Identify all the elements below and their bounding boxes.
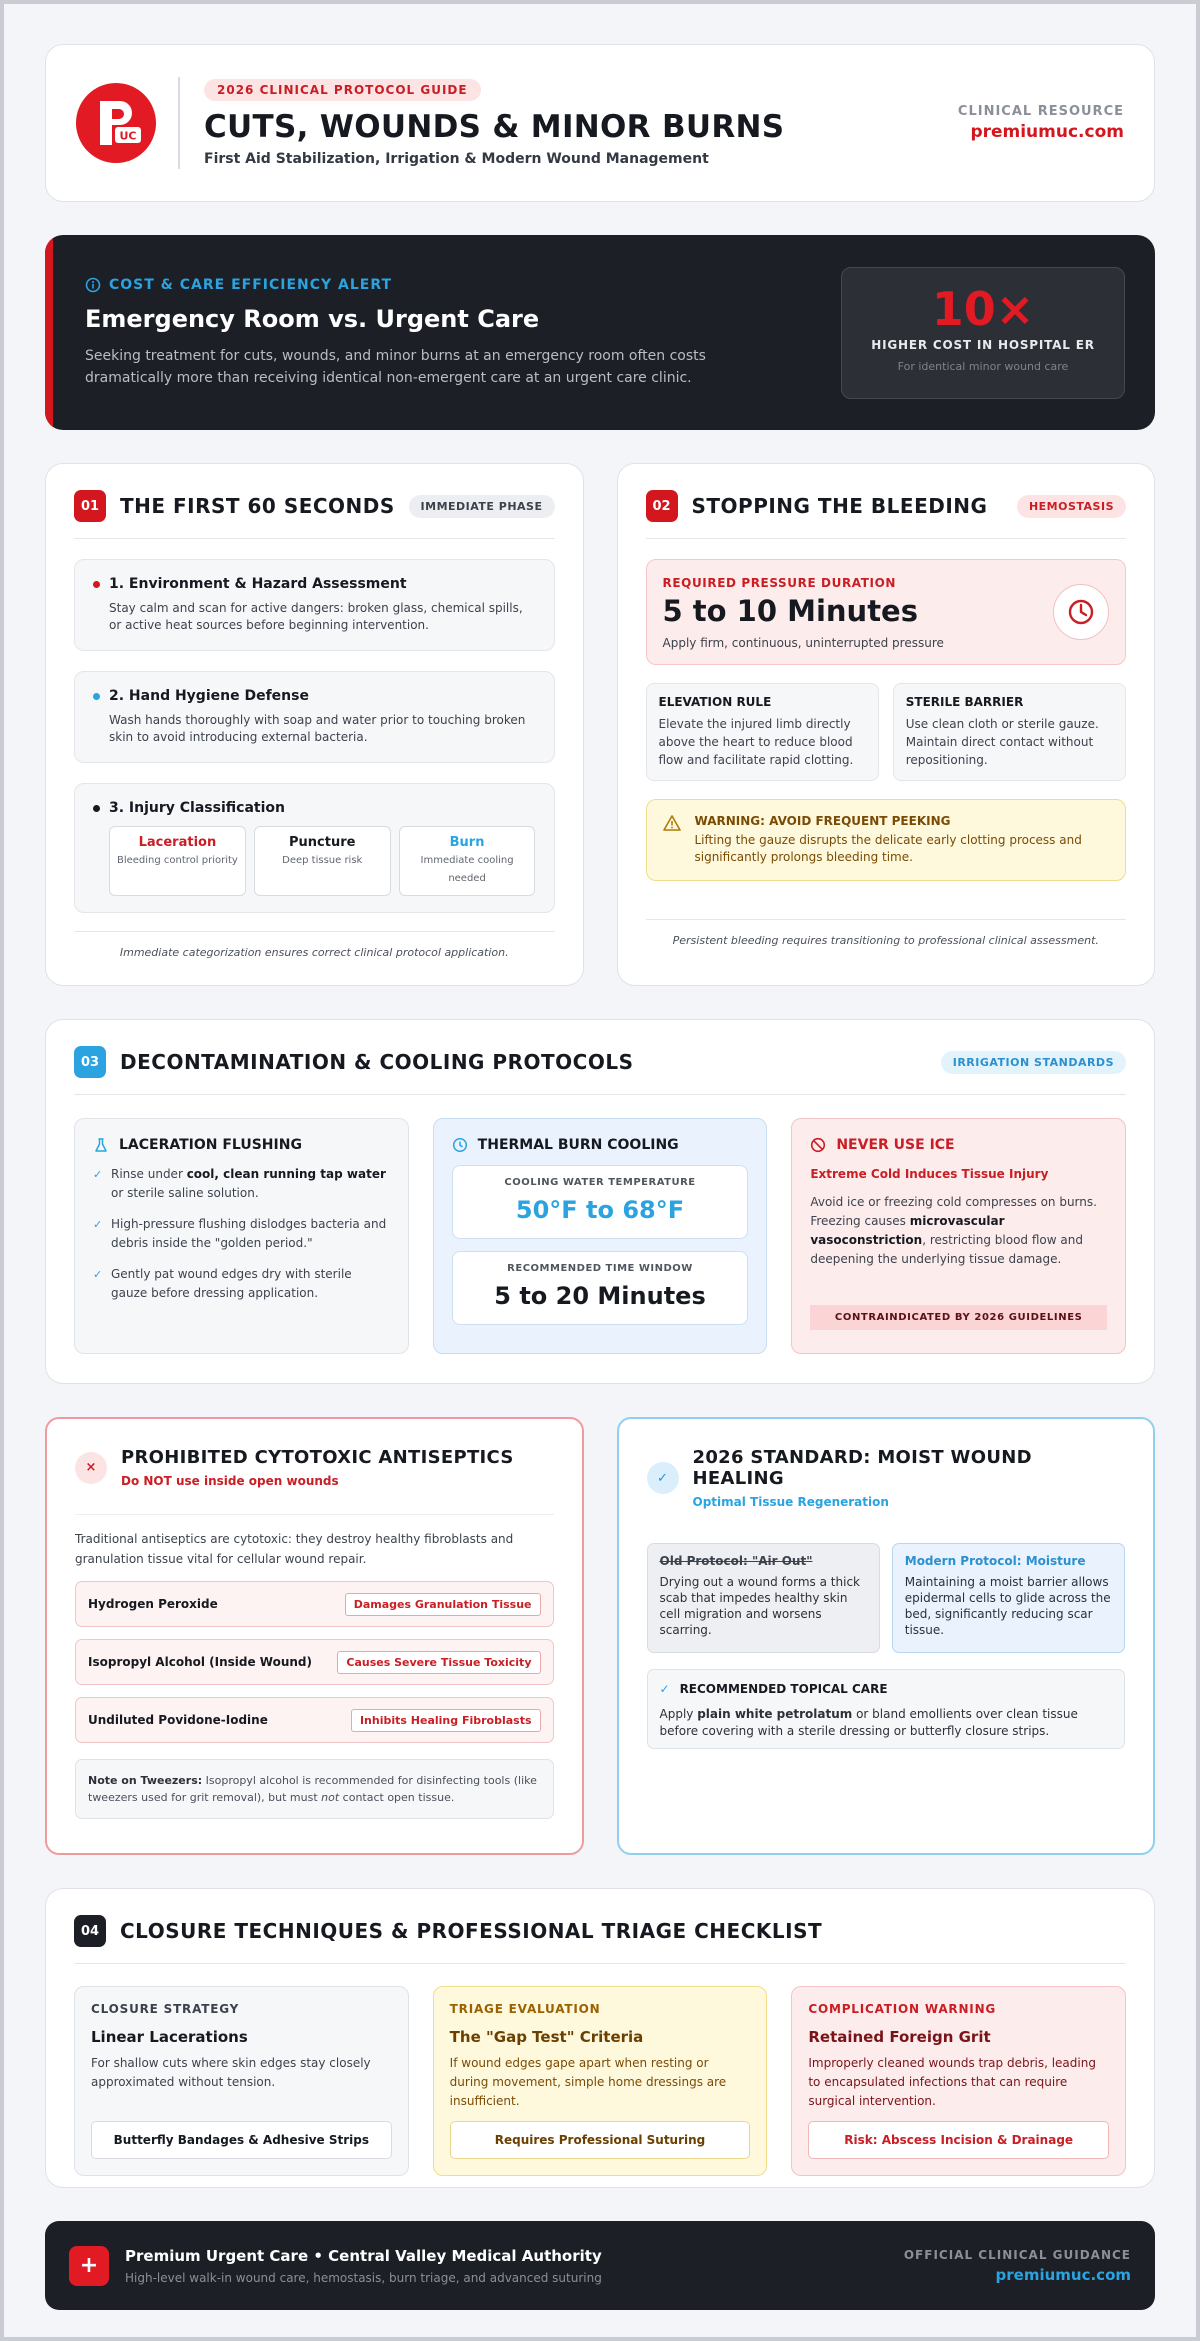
header-divider [178,77,180,169]
footer-label: OFFICIAL CLINICAL GUIDANCE [903,2247,1131,2262]
sterile-barrier-card: STERILE BARRIER Use clean cloth or sterile gauze. Maintain direct contact without repositioning. [893,683,1126,781]
svg-text:UC: UC [119,129,137,143]
section-title: DECONTAMINATION & COOLING PROTOCOLS [120,1050,634,1074]
card-intro: Traditional antiseptics are cytotoxic: they destroy healthy fibroblasts and granulation tissue vital for cellular wound repair. [75,1514,554,1569]
burn-cooling-card: THERMAL BURN COOLING COOLING WATER TEMPERATURE 50°F to 68°F RECOMMENDED TIME WINDOW 5 to 20 Minutes [433,1118,768,1354]
antiseptic-row: Isopropyl Alcohol (Inside Wound) Causes Severe Tissue Toxicity [75,1639,554,1685]
warning-icon [663,814,681,832]
cost-stat-value: 10× [931,281,1035,336]
pressure-value: 5 to 10 Minutes [662,594,918,628]
card-title: 2026 STANDARD: MOIST WOUND HEALING [692,1447,1032,1489]
step-hand-hygiene [74,671,555,763]
cost-alert-banner [45,235,1155,430]
black-dot-icon [93,805,100,812]
never-use-ice-card: NEVER USE ICE Extreme Cold Induces Tissue Injury Avoid ice or freezing cold compresses on burns. Freezing causes microvascular vasoconstriction, restricting blood flow and deepening the underlying tissue damage. CONTRAINDICATED BY 2026 GUIDELINES [791,1118,1126,1354]
flush-item: ✓ Gently pat wound edges dry with sterile gauze before dressing application. [93,1265,390,1303]
topical-care-box: ✓ RECOMMENDED TOPICAL CARE Apply plain white petrolatum or bland emollients over clean tissue before covering with a sterile dressing or butterfly closure strips. [647,1669,1126,1749]
elevation-rule-card: ELEVATION RULE Elevate the injured limb directly above the heart to reduce blood flow and facilitate rapid clotting. [646,683,879,781]
site-link[interactable]: premiumuc.com [970,122,1124,142]
page-title: CUTS, WOUNDS & MINOR BURNS [204,109,785,145]
flush-item: ✓ High-pressure flushing dislodges bacteria and debris inside the "golden period." [93,1215,390,1253]
close-icon: × [75,1452,107,1484]
info-icon [85,277,101,293]
section-stopping-bleeding [617,463,1156,986]
clock-icon [1053,584,1109,640]
step-title: 2. Hand Hygiene Defense [109,688,309,704]
prohibited-antiseptics-card [45,1417,584,1855]
section-number: 01 [74,490,106,522]
pressure-description: Apply firm, continuous, uninterrupted pressure [662,636,944,650]
pressure-duration-box [646,559,1127,665]
section-title: THE FIRST 60 SECONDS [120,494,395,518]
footer-site-link[interactable]: premiumuc.com [995,2265,1131,2284]
footer-subtitle: High-level walk-in wound care, hemostasis, burn triage, and advanced suturing [125,2270,602,2285]
peeking-warning: WARNING: AVOID FREQUENT PEEKING Lifting the gauze disrupts the delicate early clotting process and significantly prolongs bleeding time. [646,799,1127,881]
alert-description: Seeking treatment for cuts, wounds, and minor burns at an emergency room often costs dramatically more than receiving identical non-emergent care at an urgent care clinic. [85,347,706,386]
flush-item: ✓ Rinse under cool, clean running tap water or sterile saline solution. [93,1165,390,1203]
antiseptic-row: Hydrogen Peroxide Damages Granulation Tissue [75,1581,554,1627]
cost-stat-box [841,267,1125,399]
alert-stripe [45,235,53,430]
alert-title: Emergency Room vs. Urgent Care [85,304,540,333]
class-puncture: Puncture Deep tissue risk [254,826,391,896]
section-tag: HEMOSTASIS [1017,495,1126,518]
resource-label: CLINICAL RESOURCE [957,104,1124,119]
cost-stat-label: HIGHER COST IN HOSPITAL ER [871,337,1095,352]
step-description: Stay calm and scan for active dangers: broken glass, chemical spills, or active heat sources before beginning intervention. [109,601,523,632]
clock-icon [452,1137,468,1153]
medical-cross-icon: + [69,2246,109,2286]
page-subtitle: First Aid Stabilization, Irrigation & Modern Wound Management [204,151,709,167]
header-badge: 2026 CLINICAL PROTOCOL GUIDE [204,79,481,101]
class-laceration: Laceration Bleeding control priority [109,826,246,896]
temperature-box: COOLING WATER TEMPERATURE 50°F to 68°F [452,1165,749,1239]
pressure-label: REQUIRED PRESSURE DURATION [662,576,897,590]
section-number: 02 [646,490,678,522]
blue-dot-icon [93,693,100,700]
page-header [45,44,1155,202]
section-first-60-seconds [45,463,584,986]
page-footer [45,2221,1155,2310]
section-tag: IMMEDIATE PHASE [409,495,555,518]
card-subtitle: Do NOT use inside open wounds [121,1474,339,1488]
section-footnote: Immediate categorization ensures correct clinical protocol application. [74,931,555,959]
complication-risk: Risk: Abscess Incision & Drainage [808,2121,1109,2159]
antiseptic-row: Undiluted Povidone-Iodine Inhibits Healing Fibroblasts [75,1697,554,1743]
section-tag: IRRIGATION STANDARDS [941,1051,1126,1074]
triage-evaluation-card: TRIAGE EVALUATION The "Gap Test" Criteria If wound edges gape apart when resting or during movement, simple home dressings are insufficient. Requires Professional Suturing [433,1986,768,2176]
section-closure-triage [45,1888,1155,2188]
laceration-flushing-card: LACERATION FLUSHING ✓ Rinse under cool, clean running tap water or sterile saline solution. ✓ High-pressure flushing dislodges bacteria and debris inside the "golden period." ✓ Gently pat wound edges dry with sterile gauze before dressing application. [74,1118,409,1354]
step-injury-classification [74,783,555,913]
alert-label: COST & CARE EFFICIENCY ALERT [109,276,393,293]
closure-option: Butterfly Bandages & Adhesive Strips [91,2121,392,2159]
step-hazard-assessment [74,559,555,651]
card-subtitle: Optimal Tissue Regeneration [692,1495,889,1509]
tweezers-note: Note on Tweezers: Isopropyl alcohol is recommended for disinfecting tools (like tweezers used for grit removal), but must not contact open tissue. [75,1759,554,1819]
section-decontamination [45,1019,1155,1384]
complication-warning-card: COMPLICATION WARNING Retained Foreign Grit Improperly cleaned wounds trap debris, leading to encapsulated infections that can require surgical intervention. Risk: Abscess Incision & Drainage [791,1986,1126,2176]
footer-title: Premium Urgent Care • Central Valley Medical Authority [125,2246,602,2265]
section-title: STOPPING THE BLEEDING [691,494,988,518]
section-number: 03 [74,1046,106,1078]
cost-stat-note: For identical minor wound care [897,359,1069,373]
section-title: CLOSURE TECHNIQUES & PROFESSIONAL TRIAGE CHECKLIST [120,1919,823,1943]
time-window-box: RECOMMENDED TIME WINDOW 5 to 20 Minutes [452,1251,749,1325]
section-number: 04 [74,1915,106,1947]
old-protocol-card: Old Protocol: "Air Out" Drying out a wound forms a thick scab that impedes healthy skin cell migration and worsens scarring. [647,1543,880,1653]
check-icon: ✓ [647,1462,679,1494]
moist-healing-card [617,1417,1156,1855]
red-dot-icon [93,581,100,588]
flask-icon [93,1137,109,1153]
step-title: 1. Environment & Hazard Assessment [109,576,407,592]
section-footnote: Persistent bleeding requires transitioning to professional clinical assessment. [646,919,1127,947]
brand-logo [76,83,156,163]
card-title: PROHIBITED CYTOTOXIC ANTISEPTICS [121,1447,514,1468]
check-icon: ✓ [659,1682,670,1696]
modern-protocol-card: Modern Protocol: Moisture Maintaining a moist barrier allows epidermal cells to glide across the bed, significantly reducing scar tissue. [892,1543,1125,1653]
triage-result: Requires Professional Suturing [450,2121,751,2159]
contraindicated-tag: CONTRAINDICATED BY 2026 GUIDELINES [810,1305,1107,1330]
step-title: 3. Injury Classification [109,800,285,816]
class-burn: Burn Immediate cooling needed [399,826,536,896]
prohibited-icon [810,1137,826,1153]
step-description: Wash hands thoroughly with soap and water prior to touching broken skin to avoid introducing external bacteria. [109,713,526,744]
ice-subtitle: Extreme Cold Induces Tissue Injury [810,1167,1049,1181]
ice-description: Avoid ice or freezing cold compresses on burns. Freezing causes microvascular vasoconstriction, restricting blood flow and deepening the underlying tissue damage. [810,1195,1097,1266]
closure-strategy-card: CLOSURE STRATEGY Linear Lacerations For shallow cuts where skin edges stay closely approximated without tension. Butterfly Bandages & Adhesive Strips [74,1986,409,2176]
